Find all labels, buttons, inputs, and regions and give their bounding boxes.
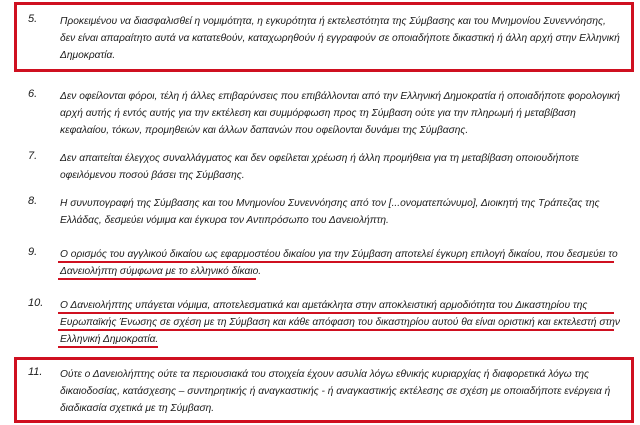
clause-line: Ο Δανειολήπτης υπάγεται νόμιμα, αποτελεσματικά και αμετάκλητα στην αποκλειστική αρμοδιότητα του Δικαστηρίου της [60, 300, 588, 311]
clause-number: 10. [28, 297, 44, 309]
clause-text [60, 88, 620, 139]
clause-line: Ο ορισμός του αγγλικού δικαίου ως εφαρμοστέου δικαίου για την Σύμβαση αποτελεί έγκυρη επιλογή δικαίου, που δεσμεύει το [60, 249, 618, 260]
clause-line: Ευρωπαϊκής Ένωσης σε σχέση με τη Σύμβαση και κάθε απόφαση του δικαστηρίου αυτού θα είναι οριστική και εκτελεστή στην [60, 317, 621, 328]
highlight-underline-clause-10 [58, 346, 158, 348]
clause-line: οφειλόμενου ποσού βάσει της Σύμβασης. [60, 170, 245, 181]
highlight-underline-clause-10 [58, 329, 614, 331]
clause-number: 5. [28, 13, 38, 25]
clause-line: Δεν απαιτείται έλεγχος συναλλάγματος και δεν οφείλεται χρέωση ή άλλη προμήθεια για τη μεταβίβαση οποιουδήποτε [60, 153, 579, 164]
clause-line: Δημοκρατία. [60, 50, 116, 61]
clause-line: Η συνυπογραφή της Σύμβασης και του Μνημονίου Συνεννόησης από τον [...ονοματεπώνυμο], Διοικητή της Τράπεζας της [60, 198, 600, 209]
clause-number: 11. [28, 366, 43, 378]
clause-number: 7. [28, 150, 38, 162]
clause-line: Προκειμένου να διασφαλισθεί η νομιμότητα, η εγκυρότητα ή εκτελεστότητα της Σύμβασης και του Μνημονίου Συνεννόησης, [60, 16, 606, 27]
clause-line: διαδικασία σχετικά με τη Σύμβαση. [60, 403, 215, 414]
clause-line: Δεν οφείλονται φόροι, τέλη ή άλλες επιβαρύνσεις που επιβάλλονται από την Ελληνική Δημοκρατία ή οποιαδήποτε φορολογική [60, 91, 620, 102]
clause-line: αρχή αυτής ή εντός αυτής για την εκτέλεση και συμμόρφωση προς τη Σύμβαση ούτε για την πληρωμή ή μεταβίβαση [60, 108, 576, 119]
highlight-underline-clause-9 [58, 261, 614, 263]
clause-line: δεν είναι απαραίτητο αυτά να κατατεθούν, καταχωρηθούν ή εγγραφούν σε οποιαδήποτε δικαστική ή άλλη αρχή στην Ελληνική [60, 33, 620, 44]
clause-line: Ούτε ο Δανειολήπτης ούτε τα περιουσιακά του στοιχεία έχουν ασυλία λόγω εθνικής κυριαρχίας ή διαφορετικά λόγω της [60, 369, 589, 380]
clause-text [60, 150, 612, 184]
clause-number: 6. [28, 88, 38, 100]
clause-text [60, 246, 618, 280]
clause-number: 8. [28, 195, 38, 207]
clause-line: Ελλάδας, δεσμεύει νόμιμα και έγκυρα τον Αντιπρόσωπο του Δανειολήπτη. [60, 215, 389, 226]
clause-text [60, 366, 612, 417]
clause-line: Δανειολήπτη σύμφωνα με το ελληνικό δίκαιο. [60, 266, 262, 277]
clause-line: δικαιοδοσίας, κατάσχεσης – συντηρητικής ή αναγκαστικής - ή αναγκαστικής εκτέλεσης σε σχέση με οποιαδήποτε ενέργεια ή [60, 386, 611, 397]
clause-text [60, 297, 621, 348]
clause-line: κεφαλαίου, τόκων, προμηθειών και άλλων δαπανών που οφείλονται δυνάμει της Σύμβασης. [60, 125, 469, 136]
clause-text [60, 195, 612, 229]
clause-text [60, 13, 620, 64]
highlight-underline-clause-10 [58, 312, 614, 314]
highlight-underline-clause-9 [58, 278, 256, 280]
clause-number: 9. [28, 246, 38, 258]
clause-line: Ελληνική Δημοκρατία. [60, 334, 159, 345]
